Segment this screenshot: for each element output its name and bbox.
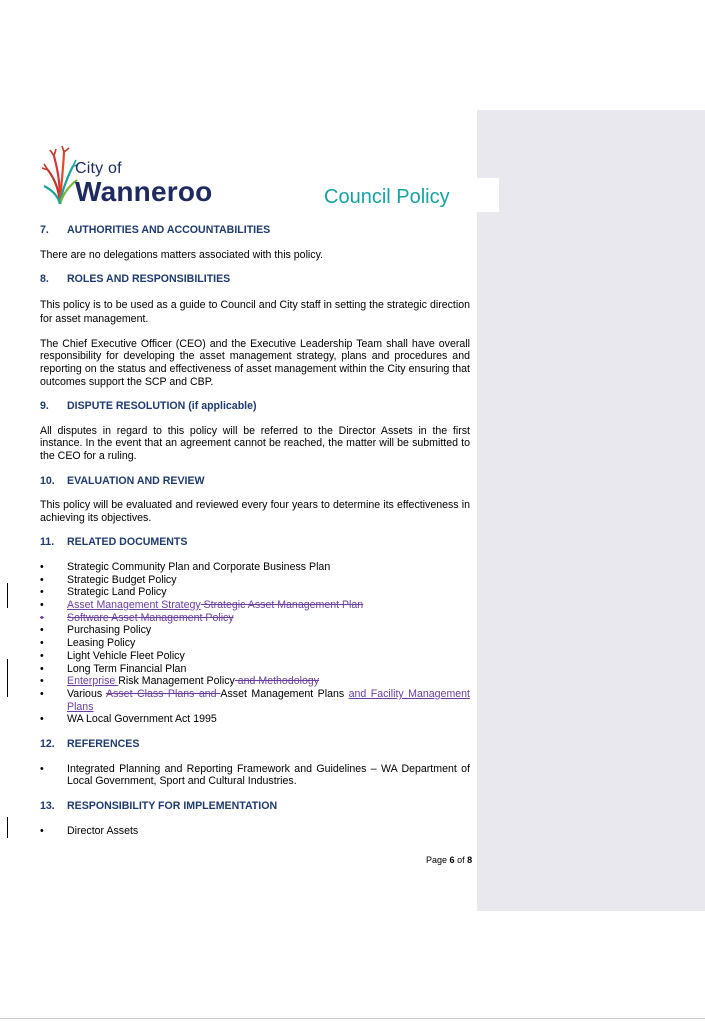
list-item: • Director Assets: [40, 824, 139, 837]
kangaroo-paw-logo-icon: [42, 146, 78, 206]
section-number: 10.: [40, 474, 55, 487]
bullet-icon: •: [40, 611, 44, 624]
bullet-icon: •: [40, 687, 44, 700]
list-item: • Purchasing Policy: [40, 624, 152, 637]
bullet-icon: •: [40, 675, 44, 688]
section-title: RELATED DOCUMENTS: [67, 536, 188, 549]
document-type-title: Council Policy: [324, 186, 450, 208]
section-heading: [40, 475, 470, 488]
bullet-icon: •: [40, 662, 44, 675]
related-documents-list: [40, 561, 470, 726]
section-number: 9.: [40, 400, 49, 413]
section-title: ROLES AND RESPONSIBILITIES: [67, 273, 231, 286]
section-heading: [40, 224, 470, 237]
paragraph: The Chief Executive Officer (CEO) and the Executive Leadership Team shall have overall responsibility for developing the asset management strategy, plans and procedures and reporting on the status and effectiveness of asset management within the City ensuring that outcomes support the SCP and CBP.: [40, 337, 470, 388]
references-list: [40, 763, 470, 788]
logo-text-city-of: City of: [75, 160, 122, 177]
markup-pane: [477, 110, 705, 911]
bullet-icon: •: [40, 624, 44, 637]
list-item: • WA Local Government Act 1995: [40, 713, 217, 726]
section-number: 12.: [40, 738, 55, 751]
implementation-list: [40, 825, 470, 838]
section-heading: [40, 536, 470, 549]
section-title: EVALUATION AND REVIEW: [67, 474, 205, 487]
section-number: 7.: [40, 224, 49, 236]
section-heading: [40, 738, 470, 751]
section-title: RESPONSIBILITY FOR IMPLEMENTATION: [67, 800, 278, 813]
change-bar: [7, 583, 8, 608]
list-item: • Enterprise Risk Management Policy and Methodology: [40, 675, 320, 688]
section-heading: [40, 400, 470, 413]
paragraph: There are no delegations matters associated with this policy.: [40, 248, 324, 261]
page-bottom-edge: [0, 1018, 705, 1019]
list-item: • Strategic Community Plan and Corporate Business Plan: [40, 560, 331, 573]
list-item: • Long Term Financial Plan: [40, 662, 187, 675]
section-number: 11.: [40, 536, 55, 549]
deleted-text: Asset Class Plans and: [106, 687, 221, 700]
bullet-icon: •: [40, 713, 44, 726]
paragraph: This policy is to be used as a guide to Council and City staff in setting the strategic direction for asset management.: [40, 298, 470, 325]
bullet-icon: •: [40, 649, 44, 662]
page-number: Page 6 of 8: [426, 855, 473, 865]
section-title: DISPUTE RESOLUTION (if applicable): [67, 400, 257, 413]
list-item: • Integrated Planning and Reporting Framework and Guidelines – WA Department of Local Government, Sport and Cultural Industries.: [40, 762, 470, 788]
list-item: • Strategic Land Policy: [40, 586, 167, 599]
bullet-icon: •: [40, 637, 44, 650]
document-body: [40, 224, 470, 849]
section-heading: [40, 273, 470, 286]
inserted-text: and Facility Management Plans: [67, 687, 471, 713]
section-heading: [40, 800, 470, 813]
markup-pane-notch: [477, 178, 499, 212]
list-item: • Light Vehicle Fleet Policy: [40, 649, 185, 662]
list-item: • Various Asset Class Plans and Asset Management Plans and Facility Management Plans: [40, 687, 471, 713]
bullet-icon: •: [40, 762, 44, 775]
paragraph: All disputes in regard to this policy will be referred to the Director Assets in the first instance. In the event that an agreement cannot be reached, the matter will be submitted to the CEO for a ruling.: [40, 424, 470, 462]
bullet-icon: •: [40, 599, 44, 612]
section-number: 13.: [40, 800, 55, 813]
list-item: • Strategic Budget Policy: [40, 573, 177, 586]
bullet-icon: •: [40, 560, 44, 573]
city-logo: [42, 146, 212, 208]
deleted-text: Strategic Asset Management Plan: [200, 599, 364, 612]
paragraph: This policy will be evaluated and reviewed every four years to determine its effectiveness in achieving its objectives.: [40, 499, 470, 524]
section-number: 8.: [40, 273, 49, 286]
change-bar: [7, 817, 8, 838]
list-item: [40, 612, 470, 625]
bullet-icon: •: [40, 573, 44, 586]
logo-text-wanneroo: Wanneroo: [75, 176, 213, 207]
deleted-text: and Methodology: [234, 675, 320, 688]
section-title: REFERENCES: [67, 738, 140, 751]
list-item: [40, 599, 470, 612]
change-bar: [7, 659, 8, 697]
deleted-text: Software Asset Management Policy: [67, 611, 234, 624]
list-item: • Leasing Policy: [40, 637, 136, 650]
inserted-text: Asset Management Strategy: [67, 599, 201, 612]
bullet-icon: •: [40, 586, 44, 599]
section-title: AUTHORITIES AND ACCOUNTABILITIES: [67, 224, 271, 236]
bullet-icon: •: [40, 824, 44, 837]
inserted-text: Enterprise: [67, 675, 119, 688]
